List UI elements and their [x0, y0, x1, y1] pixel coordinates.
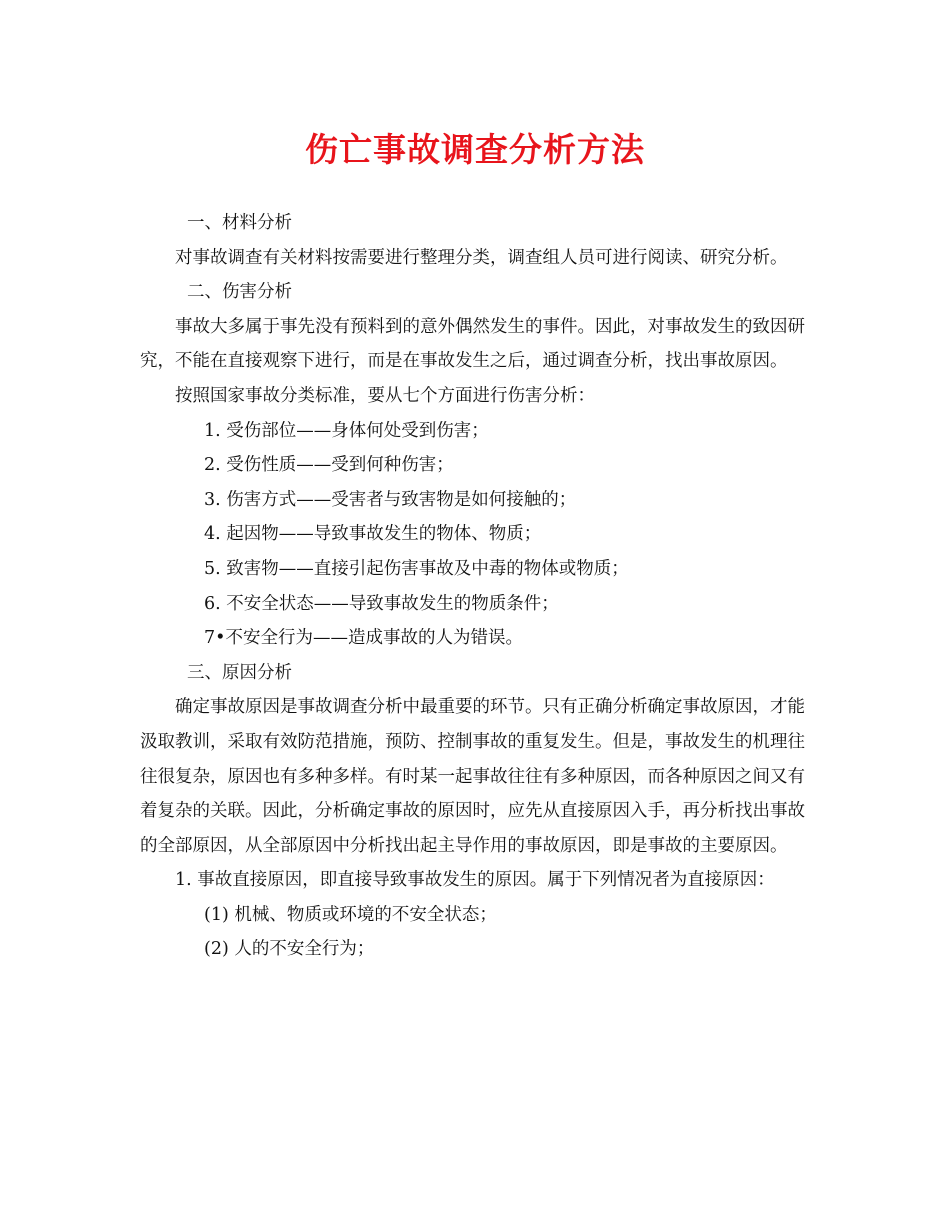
paragraph: 对事故调查有关材料按需要进行整理分类，调查组人员可进行阅读、研究分析。: [175, 247, 788, 268]
list-item: 7•不安全行为——造成事故的人为错误。: [204, 628, 523, 649]
document-title: 伤亡事故调查分析方法: [305, 130, 645, 169]
list-item: 6. 不安全状态——导致事故发生的物质条件；: [204, 593, 559, 614]
paragraph: 确定事故原因是事故调查分析中最重要的环节。只有正确分析确定事故原因，才能汲取教训，采取有效防范措施，预防、控制事故的重复发生。但是，事故发生的机理往往很复杂，原因也有多种多样。有时某一起事故往往有多种原因，而各种原因之间又有着复杂的关联。因此，分析确定事故的原因时，应先从直接原因入手，再分析找出事故的全部原因，从全部原因中分析找出起主导作用的事故原因，即是事故的主要原因。: [140, 697, 805, 856]
list-item: 4. 起因物——导致事故发生的物体、物质；: [204, 524, 542, 545]
sub-list-item: (1) 机械、物质或环境的不安全状态；: [204, 904, 497, 925]
list-item: 1. 受伤部位——身体何处受到伤害；: [204, 420, 489, 441]
paragraph: 按照国家事故分类标准，要从七个方面进行伤害分析：: [175, 385, 595, 406]
paragraph: 事故大多属于事先没有预料到的意外偶然发生的事件。因此，对事故发生的致因研究，不能在直接观察下进行，而是在事故发生之后，通过调查分析，找出事故原因。: [140, 316, 805, 372]
section-heading-materials: 一、材料分析: [187, 213, 292, 233]
list-item: 2. 受伤性质——受到何种伤害；: [204, 455, 454, 476]
sub-list-item: (2) 人的不安全行为；: [204, 939, 375, 960]
section-heading-cause: 三、原因分析: [187, 662, 292, 683]
paragraph: 1. 事故直接原因，即直接导致事故发生的原因。属于下列情况者为直接原因：: [175, 870, 775, 891]
list-item: 5. 致害物——直接引起伤害事故及中毒的物体或物质；: [204, 558, 629, 579]
document-body: [140, 206, 812, 967]
section-heading-injury: 二、伤害分析: [187, 282, 292, 303]
list-item: 3. 伤害方式——受害者与致害物是如何接触的；: [204, 489, 577, 510]
